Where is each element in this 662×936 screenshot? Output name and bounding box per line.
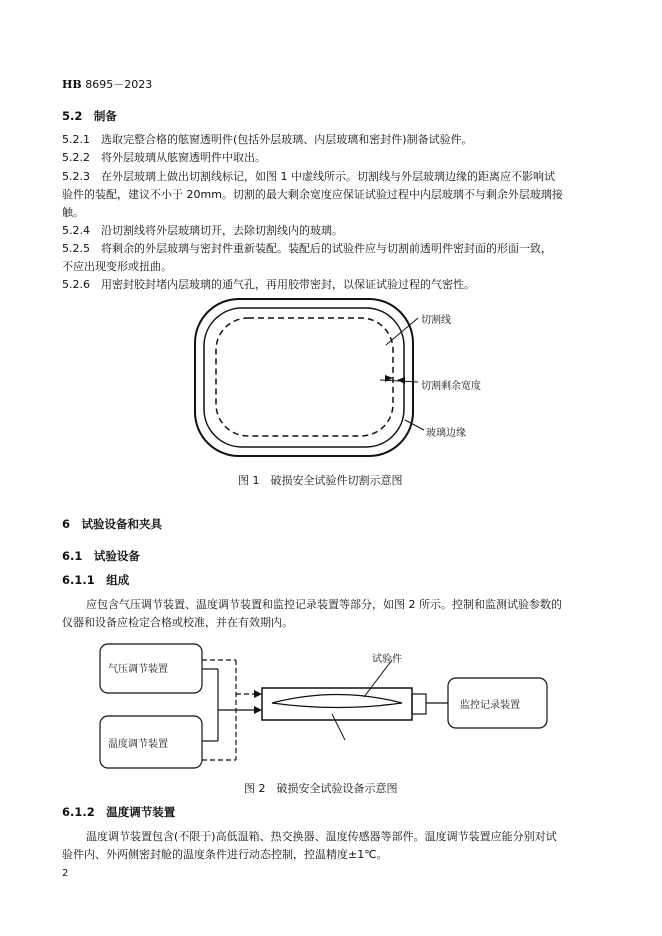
clause-6-1-1-line2: 仪器和设备应检定合格或校准，并在有效期内。: [62, 616, 293, 629]
clause-5-2-6: 5.2.6 用密封胶封堵内层玻璃的通气孔，再用胶带密封，以保证试验过程的气密性。: [62, 278, 475, 291]
clause-5-2-3-line2: 验件的装配，建议不小于 20mm。切割的最大剩余宽度应保证试验过程中内层玻璃不与剩余外层玻璃接: [62, 188, 563, 201]
page-number: 2: [62, 868, 69, 879]
clause-5-2-3-line1: 5.2.3 在外层玻璃上做出切割线标记，如图 1 中虚线所示。切割线与外层玻璃边缘的距离应不影响试: [62, 170, 555, 183]
arrow-dashed-head: [254, 690, 262, 698]
label-glass-edge: 玻璃边缘: [426, 428, 466, 439]
section-5-2-heading: 5.2 制备: [62, 109, 117, 123]
standard-number: 8695－2023: [81, 78, 153, 91]
specimen-lens: [272, 695, 402, 708]
clause-5-2-2: 5.2.2 将外层玻璃从舷窗透明件中取出。: [62, 151, 266, 164]
standard-prefix: HB: [62, 78, 82, 91]
clause-6-1-2-line2: 验件内、外两侧密封舱的温度条件进行动态控制，控温精度±1℃。: [62, 848, 388, 861]
figure-2-caption: 图 2 破损安全试验设备示意图: [244, 782, 398, 795]
glass-edge-leader: [405, 420, 424, 430]
clause-6-1-2-line1: 温度调节装置包含(不限于)高低温箱、热交换器、温度传感器等部件。温度调节装置应能分别对试: [86, 830, 557, 843]
width-arrow-head-right: [397, 377, 405, 384]
section-6-heading: 6 试验设备和夹具: [62, 517, 163, 531]
clause-6-1-1-line1: 应包含气压调节装置、温度调节装置和监控记录装置等部分，如图 2 所示。控制和监测试验参数的: [86, 598, 562, 611]
section-6-1-2-heading: 6.1.2 温度调节装置: [62, 805, 176, 819]
glass-edge-inner: [204, 308, 404, 447]
chamber-connector: [412, 694, 426, 714]
label-temperature-box: 温度调节装置: [108, 739, 168, 750]
clause-5-2-5-line2: 不应出现变形或扭曲。: [62, 260, 172, 273]
cut-line-dashed: [216, 318, 393, 436]
section-6-1-1-heading: 6.1.1 组成: [62, 573, 130, 587]
label-cut-line: 切割线: [421, 315, 451, 326]
clause-5-2-4: 5.2.4 沿切割线将外层玻璃切开，去除切割线内的玻璃。: [62, 224, 343, 237]
label-remaining-width: 切割剩余宽度: [421, 381, 481, 392]
clause-5-2-5-line1: 5.2.5 将剩余的外层玻璃与密封件重新装配。装配后的试验件应与切割前透明件密封面的形面一致，: [62, 242, 552, 255]
figure-1-caption: 图 1 破损安全试验件切割示意图: [238, 474, 403, 487]
glass-edge-outer: [195, 299, 413, 456]
label-pressure-box: 气压调节装置: [108, 664, 168, 675]
label-monitor-box: 监控记录装置: [460, 700, 520, 711]
clause-5-2-3-line3: 触。: [62, 206, 84, 219]
label-specimen: 试验件: [372, 654, 402, 665]
chamber-leader: [332, 714, 345, 740]
clause-5-2-1: 5.2.1 选取完整合格的舷窗透明件(包括外层玻璃、内层玻璃和密封件)制备试验件。: [62, 133, 473, 146]
specimen-leader: [364, 660, 392, 697]
section-6-1-heading: 6.1 试验设备: [62, 549, 140, 563]
arrow-solid-head: [254, 706, 262, 714]
